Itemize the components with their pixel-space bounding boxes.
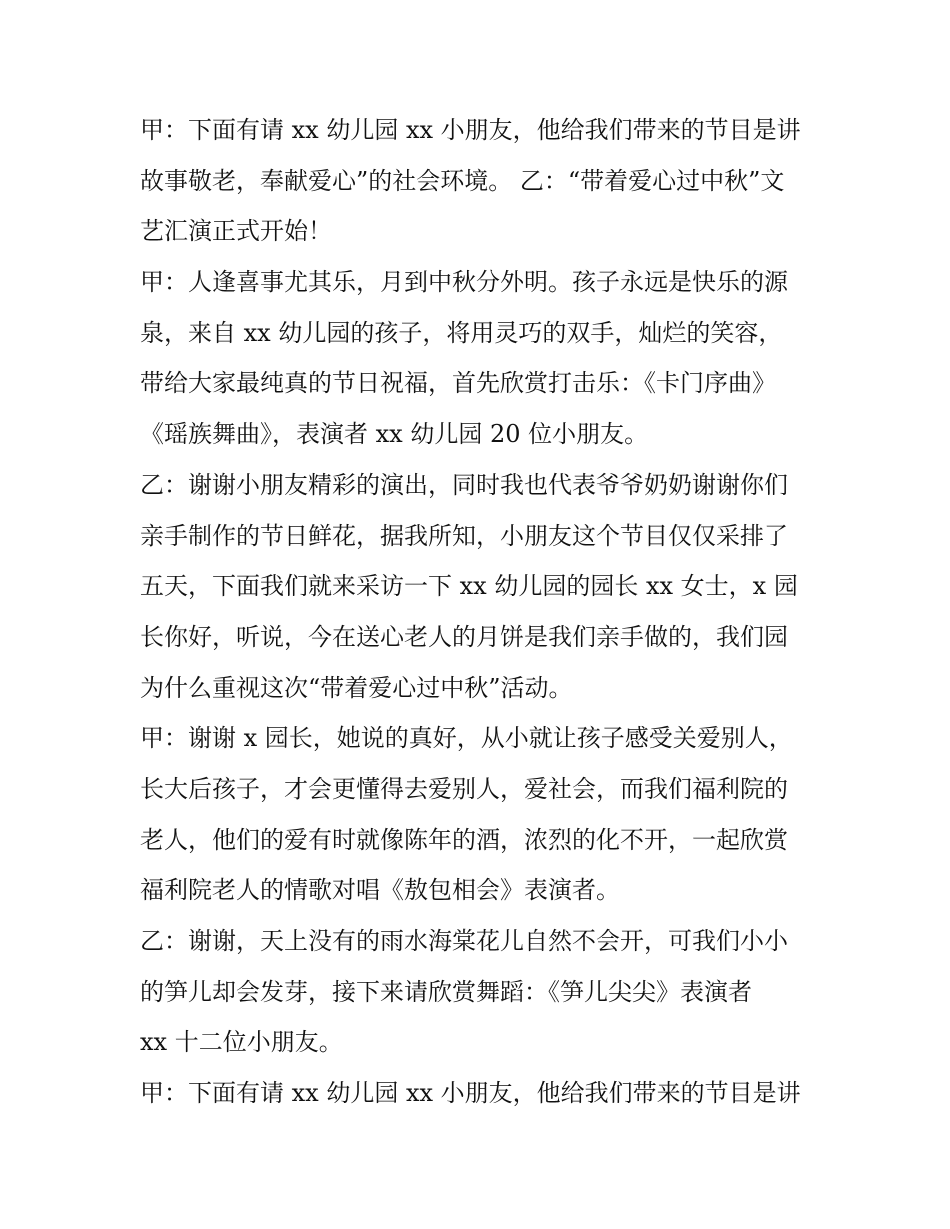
paragraph-2 [140,257,820,460]
text-line: 甲：下面有请 xx 幼儿园 xx 小朋友，他给我们带来的节目是讲 [140,1079,801,1108]
paragraph-5 [140,916,820,1068]
paragraph-6 [140,1068,820,1119]
text-line: 福利院老人的情歌对唱《敖包相会》表演者。 [140,876,620,905]
text-line: 为什么重视这次“带着爱心过中秋”活动。 [140,673,573,702]
text-line: 乙：谢谢小朋友精彩的演出，同时我也代表爷爷奶奶谢谢你们 [140,470,788,499]
paragraph-3 [140,460,820,713]
text-line: 乙：谢谢，天上没有的雨水海棠花儿自然不会开，可我们小小 [140,927,788,955]
text-line: 艺汇演正式开始！ [140,217,332,246]
paragraph-1 [140,105,820,257]
document-body [140,105,820,1119]
text-line: 甲：谢谢 x 园长，她说的真好，从小就让孩子感受关爱别人， [140,724,793,753]
paragraph-4 [140,713,820,916]
text-line: 长你好，听说，今在送心老人的月饼是我们亲手做的，我们园 [140,622,788,651]
text-line: 亲手制作的节日鲜花，据我所知，小朋友这个节目仅仅采排了 [140,521,788,550]
text-line: 故事敬老，奉献爱心”的社会环境。 乙：“带着爱心过中秋”文 [140,166,785,195]
text-line: 甲：下面有请 xx 幼儿园 xx 小朋友，他给我们带来的节目是讲 [140,116,801,144]
text-line: 的笋儿却会发芽，接下来请欣赏舞蹈：《笋儿尖尖》表演者 [140,977,752,1006]
text-line: 老人，他们的爱有时就像陈年的酒，浓烈的化不开，一起欣赏 [140,825,788,854]
text-line: 五天，下面我们就来采访一下 xx 幼儿园的园长 xx 女士，x 园 [140,572,798,601]
text-line: 长大后孩子，才会更懂得去爱别人，爱社会，而我们福利院的 [140,774,788,803]
text-line: xx 十二位小朋友。 [140,1028,343,1057]
text-line: 带给大家最纯真的节日祝福，首先欣赏打击乐：《卡门序曲》 [140,369,776,398]
text-line: 泉，来自 xx 幼儿园的孩子，将用灵巧的双手，灿烂的笑容， [140,318,783,347]
text-line: 《瑶族舞曲》，表演者 xx 幼儿园 20 位小朋友。 [140,420,649,449]
text-line: 甲：人逢喜事尤其乐，月到中秋分外明。孩子永远是快乐的源 [140,268,788,297]
